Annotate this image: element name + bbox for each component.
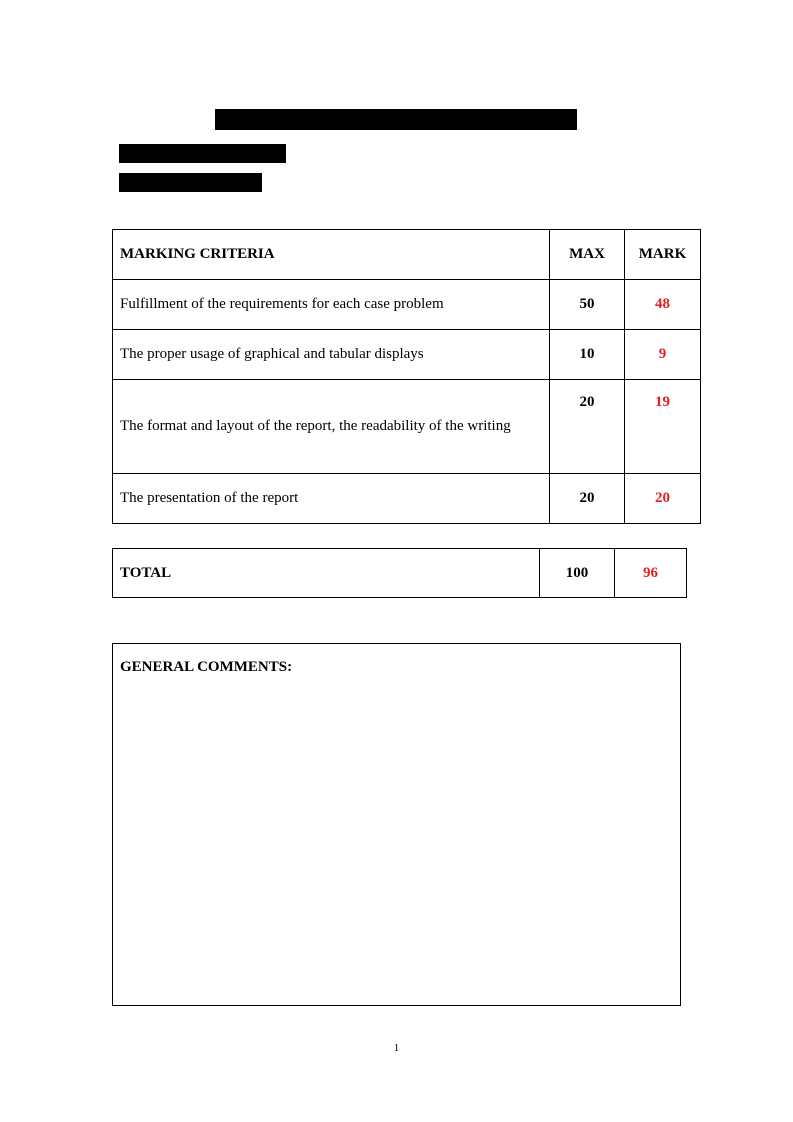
table-header-row: [113, 230, 701, 280]
table-row: [113, 280, 701, 330]
criteria-cell: The presentation of the report: [113, 474, 550, 524]
mark-cell: 9: [625, 330, 701, 380]
criteria-cell: The format and layout of the report, the readability of the writing: [113, 380, 550, 474]
general-comments-title: GENERAL COMMENTS:: [120, 659, 293, 675]
total-label: TOTAL: [113, 549, 540, 598]
redacted-name: [119, 144, 286, 163]
max-cell: 20: [550, 380, 625, 474]
table-row: [113, 380, 701, 474]
mark-cell: 19: [625, 380, 701, 474]
total-table: [112, 548, 687, 598]
marking-criteria-table: [112, 229, 701, 524]
mark-cell: 20: [625, 474, 701, 524]
general-comments-box: [112, 643, 681, 1006]
total-max: 100: [540, 549, 615, 598]
redacted-title: [215, 109, 577, 130]
page-number: 1: [393, 1042, 400, 1054]
criteria-cell: Fulfillment of the requirements for each case problem: [113, 280, 550, 330]
total-row: [113, 549, 687, 598]
total-mark: 96: [615, 549, 687, 598]
max-cell: 50: [550, 280, 625, 330]
header-mark: MARK: [625, 230, 701, 280]
max-cell: 20: [550, 474, 625, 524]
criteria-cell: The proper usage of graphical and tabular displays: [113, 330, 550, 380]
max-cell: 10: [550, 330, 625, 380]
mark-cell: 48: [625, 280, 701, 330]
header-criteria: MARKING CRITERIA: [113, 230, 550, 280]
table-row: [113, 474, 701, 524]
redacted-id: [119, 173, 262, 192]
table-row: [113, 330, 701, 380]
header-max: MAX: [550, 230, 625, 280]
